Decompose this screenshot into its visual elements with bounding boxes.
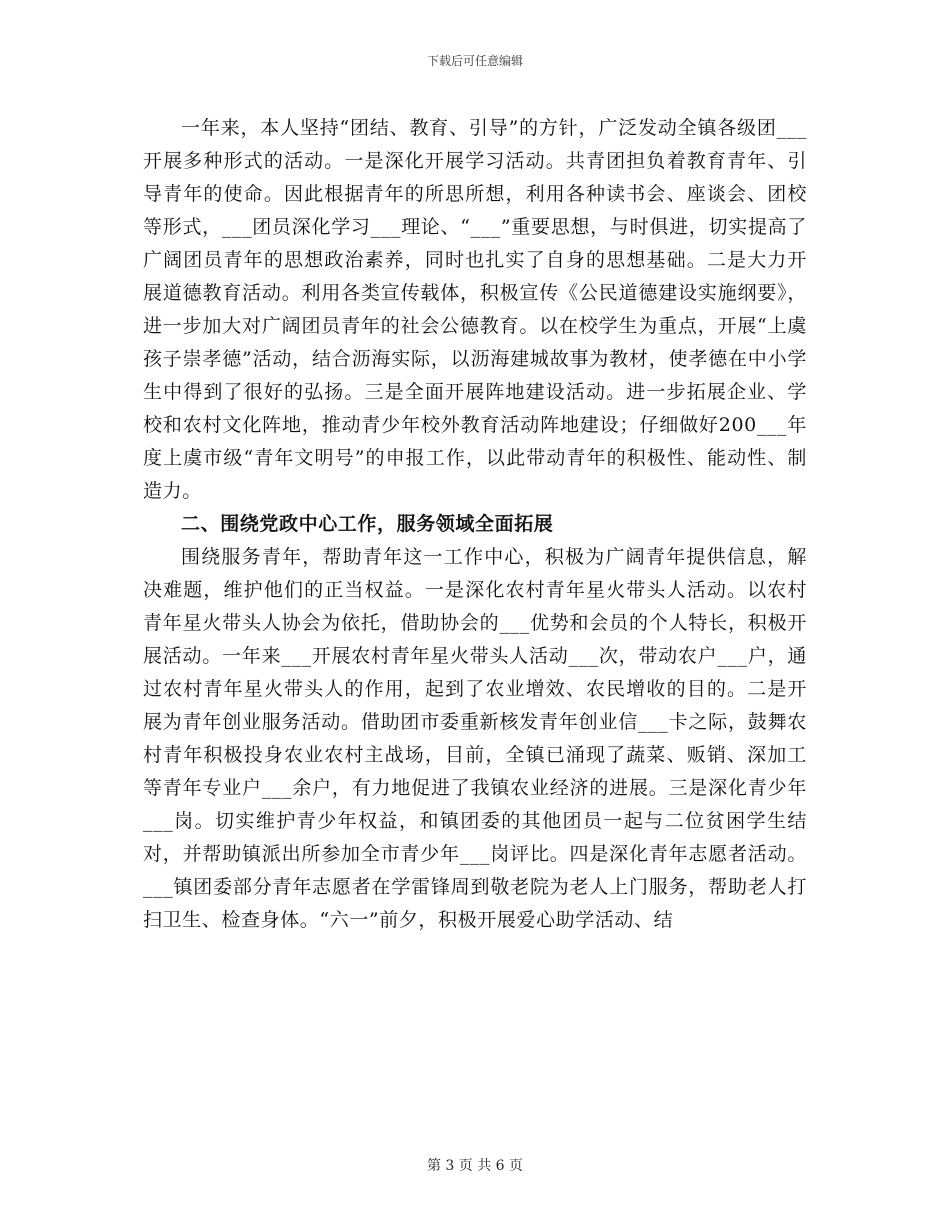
page-header-note: 下载后可任意编辑 xyxy=(426,54,523,68)
page-number-indicator: 第 3 页 共 6 页 xyxy=(426,1158,524,1174)
section-heading-2: 二、围绕党政中心工作，服务领域全面拓展 xyxy=(181,513,554,535)
body-paragraph-1: 一年来，本人坚持“团结、教育、引导”的方针，广泛发动全镇各级团___开展多种形式的活动。一是深化开展学习活动。共青团担负着教育青年、引导青年的使命。因此根据青年的所思所想，利用各种读书会、座谈会、团校等形式，___团员深化学习___理论、“___”重要思想，与时俱进，切实提高了广阔团员青年的思想政治素养，同时也扎实了自身的思想基础。二是大力开展道德教育活动。利用各类宣传载体，积极宣传《公民道德建设实施纲要》，进一步加大对广阔团员青年的社会公德教育。以在校学生为重点，开展“上虞孩子崇孝德”活动，结合沥海实际，以沥海建城故事为教材，使孝德在中小学生中得到了很好的弘扬。三是全面开展阵地建设活动。进一步拓展企业、学校和农村文化阵地，推动青少年校外教育活动阵地建设；仔细做好200___年度上虞市级“青年文明号”的申报工作，以此带动青年的积极性、能动性、制造力。 xyxy=(143,117,807,502)
document-body xyxy=(143,112,807,937)
body-paragraph-2: 围绕服务青年，帮助青年这一工作中心，积极为广阔青年提供信息，解决难题，维护他们的正当权益。一是深化农村青年星火带头人活动。以农村青年星火带头人协会为依托，借助协会的___优势和会员的个人特长，积极开展活动。一年来___开展农村青年星火带头人活动___次，带动农户___户，通过农村青年星火带头人的作用，起到了农业增效、农民增收的目的。二是开展为青年创业服务活动。借助团市委重新核发青年创业信___卡之际，鼓舞农村青年积极投身农业农村主战场，目前，全镇已涌现了蔬菜、贩销、深加工等青年专业户___余户，有力地促进了我镇农业经济的进展。三是深化青少年___岗。切实维护青少年权益，和镇团委的其他团员一起与二位贫困学生结对，并帮助镇派出所参加全市青少年___岗评比。四是深化青年志愿者活动。___镇团委部分青年志愿者在学雷锋周到敬老院为老人上门服务，帮助老人打扫卫生、检查身体。“六一”前夕，积极开展爱心助学活动、结 xyxy=(143,546,807,931)
